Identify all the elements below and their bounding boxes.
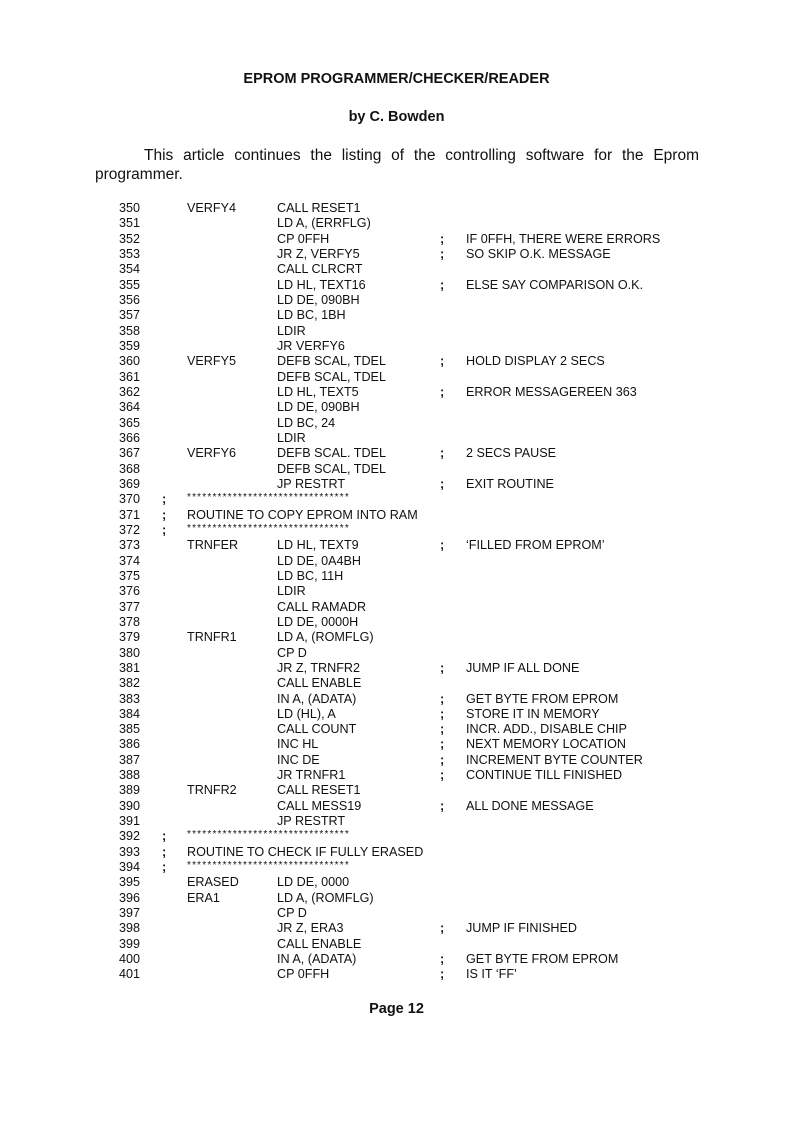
code-instruction: DEFB SCAL, TDEL xyxy=(277,461,386,476)
code-instruction: JR VERFY6 xyxy=(277,338,345,353)
line-number: 396 xyxy=(119,890,141,905)
code-label: VERFY5 xyxy=(187,354,236,369)
line-number: 361 xyxy=(119,369,141,384)
code-comment: SO SKIP O.K. MESSAGE xyxy=(466,246,611,261)
comment-semicolon: ; xyxy=(440,691,445,706)
listing-line xyxy=(0,354,793,369)
line-number: 362 xyxy=(119,384,141,399)
code-instruction: JR TRNFR1 xyxy=(277,768,346,783)
code-instruction: CP 0FFH xyxy=(277,231,330,246)
line-number: 359 xyxy=(119,338,141,353)
code-instruction: CP D xyxy=(277,645,307,660)
listing-line xyxy=(0,339,793,354)
listing-line xyxy=(0,845,793,860)
listing-line xyxy=(0,646,793,661)
comment-semicolon: ; xyxy=(440,706,445,721)
comment-semicolon: ; xyxy=(440,538,445,553)
listing-line xyxy=(0,937,793,952)
code-comment: HOLD DISPLAY 2 SECS xyxy=(466,354,605,369)
listing-line xyxy=(0,707,793,722)
line-number: 383 xyxy=(119,691,141,706)
listing-line xyxy=(0,906,793,921)
code-instruction: LD DE, 0000H xyxy=(277,614,359,629)
listing-line xyxy=(0,554,793,569)
code-comment: ALL DONE MESSAGE xyxy=(466,798,594,813)
listing-line xyxy=(0,431,793,446)
code-comment: GET BYTE FROM EPROM xyxy=(466,952,619,967)
line-number: 397 xyxy=(119,906,141,921)
comment-semicolon: ; xyxy=(440,277,445,292)
code-instruction: LDIR xyxy=(277,584,306,599)
code-instruction: JP RESTRT xyxy=(277,814,346,829)
comment-semicolon: ; xyxy=(440,476,445,491)
code-label: TRNFR1 xyxy=(187,630,237,645)
line-number: 394 xyxy=(119,860,141,875)
line-number: 401 xyxy=(119,967,141,982)
code-instruction: JR Z, VERFY5 xyxy=(277,246,360,261)
listing-line xyxy=(0,676,793,691)
code-instruction: IN A, (ADATA) xyxy=(277,691,357,706)
line-number: 373 xyxy=(119,538,141,553)
code-comment: 2 SECS PAUSE xyxy=(466,446,557,461)
listing-line xyxy=(0,630,793,645)
listing-line xyxy=(0,921,793,936)
comment-semicolon: ; xyxy=(440,722,445,737)
banner-text: ROUTINE TO COPY EPROM INTO RAM xyxy=(187,507,418,522)
listing-line xyxy=(0,201,793,216)
listing-line xyxy=(0,247,793,262)
banner-stars: ******************************** xyxy=(187,522,350,534)
line-number: 380 xyxy=(119,645,141,660)
code-comment: CONTINUE TILL FINISHED xyxy=(466,768,623,783)
code-comment: GET BYTE FROM EPROM xyxy=(466,691,619,706)
listing-line xyxy=(0,308,793,323)
line-number: 357 xyxy=(119,308,141,323)
comment-semicolon: ; xyxy=(440,921,445,936)
listing-line xyxy=(0,293,793,308)
listing-line xyxy=(0,416,793,431)
comment-semicolon: ; xyxy=(440,231,445,246)
listing-line xyxy=(0,768,793,783)
listing-line xyxy=(0,477,793,492)
code-comment: NEXT MEMORY LOCATION xyxy=(466,737,627,752)
code-instruction: CP D xyxy=(277,906,307,921)
line-number: 365 xyxy=(119,415,141,430)
listing-line xyxy=(0,722,793,737)
code-instruction: LD A, (ROMFLG) xyxy=(277,890,374,905)
listing-line xyxy=(0,446,793,461)
comment-semicolon: ; xyxy=(162,522,167,537)
line-number: 399 xyxy=(119,936,141,951)
listing-line xyxy=(0,615,793,630)
listing-line xyxy=(0,783,793,798)
line-number: 354 xyxy=(119,262,141,277)
line-number: 393 xyxy=(119,844,141,859)
listing-line xyxy=(0,814,793,829)
listing-line xyxy=(0,400,793,415)
listing-line xyxy=(0,584,793,599)
code-instruction: LD DE, 090BH xyxy=(277,400,360,415)
line-number: 395 xyxy=(119,875,141,890)
listing-line xyxy=(0,262,793,277)
code-instruction: LD DE, 0A4BH xyxy=(277,553,361,568)
code-instruction: LDIR xyxy=(277,430,306,445)
code-label: VERFY4 xyxy=(187,201,236,215)
page-number: Page 12 xyxy=(369,1001,424,1017)
line-number: 374 xyxy=(119,553,141,568)
code-instruction: LD HL, TEXT16 xyxy=(277,277,366,292)
listing-line xyxy=(0,278,793,293)
code-instruction: JR Z, ERA3 xyxy=(277,921,344,936)
banner-text: ROUTINE TO CHECK IF FULLY ERASED xyxy=(187,844,424,859)
line-number: 375 xyxy=(119,568,141,583)
comment-semicolon: ; xyxy=(440,384,445,399)
code-instruction: IN A, (ADATA) xyxy=(277,952,357,967)
line-number: 384 xyxy=(119,706,141,721)
line-number: 391 xyxy=(119,814,141,829)
line-number: 350 xyxy=(119,201,141,215)
listing-line xyxy=(0,952,793,967)
code-instruction: INC DE xyxy=(277,752,320,767)
listing-line xyxy=(0,860,793,875)
line-number: 360 xyxy=(119,354,141,369)
listing-line xyxy=(0,492,793,507)
comment-semicolon: ; xyxy=(440,798,445,813)
comment-semicolon: ; xyxy=(440,737,445,752)
line-number: 351 xyxy=(119,216,141,231)
line-number: 379 xyxy=(119,630,141,645)
code-comment: IF 0FFH, THERE WERE ERRORS xyxy=(466,231,661,246)
code-label: ERASED xyxy=(187,875,239,890)
line-number: 382 xyxy=(119,676,141,691)
comment-semicolon: ; xyxy=(162,844,167,859)
listing-line xyxy=(0,232,793,247)
code-instruction: LD BC, 1BH xyxy=(277,308,346,323)
code-comment: INCR. ADD., DISABLE CHIP xyxy=(466,722,627,737)
comment-semicolon: ; xyxy=(162,492,167,507)
listing-line xyxy=(0,523,793,538)
comment-semicolon: ; xyxy=(440,246,445,261)
line-number: 389 xyxy=(119,783,141,798)
code-instruction: LDIR xyxy=(277,323,306,338)
comment-semicolon: ; xyxy=(162,507,167,522)
code-instruction: CALL ENABLE xyxy=(277,676,362,691)
article-title: EPROM PROGRAMMER/CHECKER/READER xyxy=(243,71,550,87)
line-number: 398 xyxy=(119,921,141,936)
listing-line xyxy=(0,370,793,385)
code-comment: ERROR MESSAGEREEN 363 xyxy=(466,384,637,399)
listing-line xyxy=(0,829,793,844)
code-comment: JUMP IF ALL DONE xyxy=(466,660,580,675)
listing-line xyxy=(0,891,793,906)
code-label: VERFY6 xyxy=(187,446,236,461)
listing-line xyxy=(0,569,793,584)
comment-semicolon: ; xyxy=(440,446,445,461)
comment-semicolon: ; xyxy=(162,829,167,844)
line-number: 364 xyxy=(119,400,141,415)
listing-line xyxy=(0,324,793,339)
listing-line xyxy=(0,967,793,982)
line-number: 377 xyxy=(119,599,141,614)
banner-stars: ******************************** xyxy=(187,860,350,872)
listing-line xyxy=(0,216,793,231)
code-instruction: LD DE, 0000 xyxy=(277,875,350,890)
line-number: 371 xyxy=(119,507,141,522)
listing-line xyxy=(0,661,793,676)
line-number: 352 xyxy=(119,231,141,246)
comment-semicolon: ; xyxy=(440,967,445,982)
code-label: TRNFR2 xyxy=(187,783,237,798)
code-comment: ‘FILLED FROM EPROM’ xyxy=(466,538,605,553)
banner-stars: ******************************** xyxy=(187,829,350,841)
code-instruction: LD HL, TEXT9 xyxy=(277,538,359,553)
line-number: 355 xyxy=(119,277,141,292)
code-instruction: LD HL, TEXT5 xyxy=(277,384,359,399)
code-instruction: CALL RAMADR xyxy=(277,599,367,614)
line-number: 370 xyxy=(119,492,141,507)
code-instruction: CALL RESET1 xyxy=(277,201,361,215)
code-instruction: JR Z, TRNFR2 xyxy=(277,660,361,675)
line-number: 385 xyxy=(119,722,141,737)
code-instruction: INC HL xyxy=(277,737,319,752)
code-instruction: LD DE, 090BH xyxy=(277,292,360,307)
code-instruction: CALL CLRCRT xyxy=(277,262,363,277)
comment-semicolon: ; xyxy=(162,860,167,875)
listing-line xyxy=(0,875,793,890)
code-comment: JUMP IF FINISHED xyxy=(466,921,578,936)
code-instruction: CALL COUNT xyxy=(277,722,357,737)
code-instruction: LD (HL), A xyxy=(277,706,336,721)
code-instruction: DEFB SCAL. TDEL xyxy=(277,446,386,461)
listing-line xyxy=(0,538,793,553)
listing-line xyxy=(0,753,793,768)
listing-line xyxy=(0,385,793,400)
code-instruction: CALL RESET1 xyxy=(277,783,361,798)
line-number: 353 xyxy=(119,246,141,261)
code-instruction: LD BC, 24 xyxy=(277,415,336,430)
code-label: TRNFER xyxy=(187,538,239,553)
code-comment: IS IT ‘FF’ xyxy=(466,967,517,982)
comment-semicolon: ; xyxy=(440,354,445,369)
comment-semicolon: ; xyxy=(440,952,445,967)
intro-paragraph: This article continues the listing of the controlling software for the Eprom programmer. xyxy=(95,147,699,183)
code-comment: EXIT ROUTINE xyxy=(466,476,554,491)
line-number: 381 xyxy=(119,660,141,675)
line-number: 387 xyxy=(119,752,141,767)
line-number: 366 xyxy=(119,430,141,445)
listing-line xyxy=(0,799,793,814)
line-number: 372 xyxy=(119,522,141,537)
code-instruction: JP RESTRT xyxy=(277,476,346,491)
line-number: 400 xyxy=(119,952,141,967)
line-number: 367 xyxy=(119,446,141,461)
line-number: 358 xyxy=(119,323,141,338)
article-byline: by C. Bowden xyxy=(348,109,445,125)
listing-line xyxy=(0,692,793,707)
banner-stars: ******************************** xyxy=(187,492,350,504)
line-number: 369 xyxy=(119,476,141,491)
code-instruction: DEFB SCAL, TDEL xyxy=(277,354,386,369)
line-number: 356 xyxy=(119,292,141,307)
comment-semicolon: ; xyxy=(440,768,445,783)
code-instruction: DEFB SCAL, TDEL xyxy=(277,369,386,384)
line-number: 378 xyxy=(119,614,141,629)
code-comment: INCREMENT BYTE COUNTER xyxy=(466,752,643,767)
code-instruction: CALL MESS19 xyxy=(277,798,362,813)
line-number: 368 xyxy=(119,461,141,476)
line-number: 392 xyxy=(119,829,141,844)
code-instruction: LD BC, 11H xyxy=(277,568,344,583)
line-number: 376 xyxy=(119,584,141,599)
line-number: 386 xyxy=(119,737,141,752)
listing-line xyxy=(0,462,793,477)
code-instruction: CALL ENABLE xyxy=(277,936,362,951)
listing-line xyxy=(0,600,793,615)
code-comment: ELSE SAY COMPARISON O.K. xyxy=(466,277,644,292)
line-number: 388 xyxy=(119,768,141,783)
code-label: ERA1 xyxy=(187,890,220,905)
listing-line xyxy=(0,737,793,752)
code-instruction: LD A, (ROMFLG) xyxy=(277,630,374,645)
comment-semicolon: ; xyxy=(440,660,445,675)
listing-line xyxy=(0,508,793,523)
code-instruction: LD A, (ERRFLG) xyxy=(277,216,371,231)
code-comment: STORE IT IN MEMORY xyxy=(466,706,600,721)
code-instruction: CP 0FFH xyxy=(277,967,330,982)
assembly-listing xyxy=(0,201,793,983)
line-number: 390 xyxy=(119,798,141,813)
comment-semicolon: ; xyxy=(440,752,445,767)
